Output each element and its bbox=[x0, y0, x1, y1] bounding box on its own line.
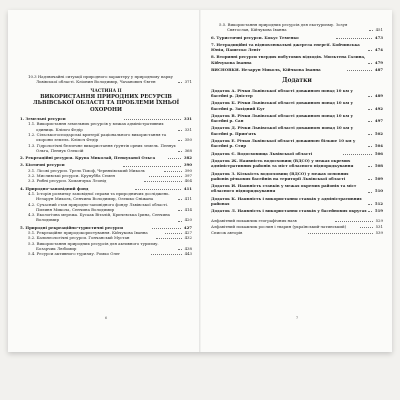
chapter-title: ВИКОРИСТАННЯ ПРИРОДНИХ РЕСУРСІВ ЛЬВІВСЬКОЇ ОБЛАСТІ ТА ПРОБЛЕМИ ЇХНЬОЇ ОХОРОНИ bbox=[32, 93, 180, 113]
toc-entry-page: 411 bbox=[184, 196, 192, 202]
toc-entry-page: 350 bbox=[184, 137, 192, 143]
toc-entry bbox=[211, 218, 383, 223]
toc-entry-page: 427 bbox=[184, 230, 193, 236]
dot-leader bbox=[165, 233, 181, 234]
dot-leader bbox=[152, 228, 180, 229]
toc-entry bbox=[20, 74, 192, 85]
toc-entry-text: Алфавітний покажчик географічних назв bbox=[211, 217, 297, 223]
toc-entry-page: 479 bbox=[374, 59, 383, 65]
toc-entry-text: Список авторів bbox=[211, 230, 243, 236]
toc-entry-text: Додаток Б. Річки Львівської області довжиною понад 10 км у басейні р. Західний Буг bbox=[211, 100, 354, 111]
toc-entry-text: 3.1. Лісові ресурси. Трель Тімоф, Черняхівський Миколь bbox=[28, 167, 145, 173]
toc-entry-page: 411 bbox=[183, 185, 192, 191]
dot-leader bbox=[368, 146, 372, 147]
toc-entry-text: 1.1. Використання земельних ресурсів у межах адміністративних одиниць. Кліпоч Федір bbox=[28, 121, 164, 132]
toc-entry-page: 404 bbox=[184, 178, 192, 184]
toc-entry-page: 539 bbox=[375, 230, 384, 236]
toc-entry-text: 4. Природно-заповідний фонд bbox=[20, 185, 89, 191]
toc-entry-page: 414 bbox=[184, 206, 192, 212]
dot-leader bbox=[135, 189, 181, 190]
toc-entry bbox=[211, 125, 383, 136]
dot-leader bbox=[335, 221, 372, 222]
toc-entry-text: 4.1. Історія розвитку заповідної справи та природничих досліджень. Незарун Миколь, Сенчина Володимир, Олешко Сніжана bbox=[28, 190, 170, 202]
toc-entry bbox=[211, 138, 383, 149]
toc-entry-page: 371 bbox=[184, 79, 192, 85]
toc-entry bbox=[211, 22, 383, 33]
toc-entry-page: 510 bbox=[374, 188, 383, 194]
toc-entry-text: 6. Туристичні ресурси. Бокус Теменко bbox=[211, 34, 299, 40]
toc-entry-text: 4.2. Сучасний стан природно-заповідного фонду Львівської області. Пилиня Микола, Сенчина Володимир bbox=[28, 201, 169, 212]
toc-entry-page: 390 bbox=[184, 167, 193, 173]
toc-entry bbox=[211, 88, 383, 99]
toc-entry-page: 504 bbox=[374, 143, 383, 149]
left-page bbox=[20, 74, 192, 257]
toc-entry bbox=[20, 143, 192, 154]
dot-leader bbox=[368, 109, 372, 110]
dot-leader bbox=[178, 82, 182, 83]
book-gutter bbox=[199, 10, 201, 352]
toc-entry-page: 368 bbox=[184, 147, 192, 153]
toc-entry-text: 7. Нетрадиційні та відновлювальні джерела енергії. Бойчивська Юнія, Пашеско Леніт bbox=[211, 41, 360, 53]
toc-entry bbox=[211, 35, 383, 40]
toc-entry-page: 529 bbox=[375, 217, 384, 223]
toc-entry bbox=[211, 208, 383, 213]
dot-leader bbox=[368, 121, 372, 122]
toc-entry-page: 473 bbox=[374, 34, 384, 40]
appendix-heading: Додатки bbox=[282, 77, 312, 85]
toc-entry-text: Додаток К. Наявність і використання ставків у адміністративних районах bbox=[211, 195, 362, 207]
toc-entry-text: Додаток Е. Річки Львівської області довжиною більше 10 км у басейні р. Стир bbox=[211, 138, 356, 149]
toc-entry-page: 506 bbox=[374, 150, 384, 156]
toc-entry bbox=[20, 241, 192, 252]
toc-entry bbox=[20, 132, 192, 143]
toc-entry-page: 489 bbox=[374, 92, 383, 98]
toc-entry-page: 438 bbox=[184, 245, 192, 251]
dot-leader bbox=[368, 96, 372, 97]
dot-leader bbox=[178, 249, 182, 250]
toc-entry bbox=[211, 100, 383, 111]
toc-entry bbox=[211, 67, 383, 72]
toc-entry-text: Алфавітний покажчик рослин і тварин (український-латинський) bbox=[211, 223, 347, 229]
index-list bbox=[211, 218, 383, 236]
toc-entry-text: 1. Земельні ресурси bbox=[20, 116, 66, 122]
toc-entry bbox=[20, 121, 192, 132]
toc-entry-text: 3.2. Мисливські ресурси. Крупубба Семен bbox=[28, 173, 115, 179]
dot-leader bbox=[368, 179, 372, 180]
toc-entry-text: 8. Вторинні ресурси твердих побутових відходів. Мильтена Галина, Кійчукова Іванна bbox=[211, 54, 366, 65]
toc-entry-text: 2. Рекреаційні ресурси. Крупа Миколай, Пеняуханої Ольга bbox=[20, 155, 156, 161]
toc-entry-text: 5.5. Використання природних ресурсів для екотуризму. Зозуя Святослав, Кійчукова Іванна bbox=[219, 22, 348, 33]
toc-entry bbox=[211, 196, 383, 207]
chapter-label: ЧАСТИНА II bbox=[90, 88, 122, 94]
toc-entry-page: 331 bbox=[184, 126, 192, 132]
toc-entry-page: 492 bbox=[374, 105, 383, 111]
left-folio: 6 bbox=[104, 315, 108, 320]
toc-entry bbox=[211, 54, 383, 65]
toc-entry-text: 5.2. Бальнеологічні ресурси. Гончанськй Мустан bbox=[28, 235, 130, 241]
right-toc-list bbox=[211, 22, 383, 72]
dot-leader bbox=[368, 166, 372, 167]
dot-leader bbox=[123, 166, 181, 167]
toc-entry bbox=[20, 178, 192, 183]
dot-leader bbox=[124, 119, 181, 120]
toc-entry bbox=[211, 171, 383, 182]
toc-entry-text: 4.3. Екологічна мережа. Бусаак Віталій, Кричевська Ірина, Сенчина Володимир bbox=[28, 212, 170, 223]
dot-leader bbox=[369, 30, 373, 31]
dot-leader bbox=[368, 211, 372, 212]
toc-entry bbox=[211, 224, 383, 229]
toc-entry-page: 487 bbox=[374, 67, 383, 73]
dot-leader bbox=[368, 63, 372, 64]
toc-entry-page: 509 bbox=[374, 175, 383, 181]
toc-entry-text: Додаток Є. Водосховища Львівської області bbox=[211, 150, 313, 156]
toc-entry-text: 10.3 Надзвичайні ситуації природного характеру у природному парку Львівської області. Кліонин Володимир, Чачанович Євген bbox=[28, 74, 173, 85]
toc-entry-text: 5.4. Ресурси активного туризму. Ромко Олег bbox=[28, 251, 121, 257]
book-spread bbox=[8, 10, 392, 352]
toc-entry-text: Додаток А. Річки Львівської області довжиною понад 10 км у басейні р. Дністер bbox=[211, 87, 353, 98]
left-toc-list bbox=[20, 116, 192, 256]
toc-entry bbox=[20, 155, 192, 160]
toc-entry-text: ВИСНОВКИ. Незарун Миколь, Кійчкова Іванна bbox=[211, 67, 321, 73]
toc-entry-page: 443 bbox=[184, 251, 193, 257]
toc-entry bbox=[211, 42, 383, 53]
toc-entry-page: 519 bbox=[374, 208, 383, 214]
toc-entry bbox=[20, 251, 192, 256]
dot-leader bbox=[168, 158, 180, 159]
toc-entry-page: 502 bbox=[374, 130, 383, 136]
toc-entry bbox=[211, 113, 383, 124]
dot-leader bbox=[144, 181, 181, 182]
dot-leader bbox=[178, 140, 182, 141]
toc-entry-page: 390 bbox=[183, 162, 193, 168]
chapter-heading bbox=[20, 89, 192, 114]
dot-leader bbox=[343, 154, 372, 155]
toc-entry-text: Додаток И. Наявність ставків у межах окремих районів та міст обласного підпорядкування bbox=[211, 183, 357, 194]
toc-entry bbox=[211, 230, 383, 235]
dot-leader bbox=[347, 70, 372, 71]
dot-leader bbox=[368, 50, 372, 51]
toc-entry-page: 420 bbox=[184, 217, 192, 223]
toc-entry-page: 382 bbox=[183, 155, 192, 161]
toc-entry-text: 1.3. Гідрологічні безпечне використання ґрунтів орних земель. Пеняух Ольга, Пеняух Олексій bbox=[28, 142, 176, 153]
toc-entry-page: 512 bbox=[374, 201, 383, 207]
dot-leader bbox=[178, 151, 182, 152]
toc-entry bbox=[211, 158, 383, 169]
toc-entry-page: 427 bbox=[183, 224, 193, 230]
toc-entry-text: Додаток Ж. Наявність водосховищ (ВДСО) у межах окремих адміністративних районів та міст обласного підпорядкування bbox=[211, 157, 354, 169]
toc-entry bbox=[211, 183, 383, 194]
toc-entry-page: 474 bbox=[374, 47, 383, 53]
dot-leader bbox=[308, 233, 373, 234]
toc-entry bbox=[211, 151, 383, 156]
toc-entry bbox=[20, 191, 192, 202]
toc-entry-page: 451 bbox=[375, 27, 383, 33]
toc-entry bbox=[20, 202, 192, 213]
toc-entry-text: 3. Біотичні ресурси bbox=[20, 162, 65, 168]
dot-leader bbox=[178, 210, 182, 211]
toc-entry-page: 497 bbox=[374, 118, 383, 124]
toc-entry-text: 3.3. Рибні ресурси. Хоманчука Леонід bbox=[28, 178, 107, 184]
toc-entry bbox=[20, 212, 192, 223]
right-folio: 7 bbox=[295, 315, 299, 320]
toc-entry-page: 531 bbox=[375, 223, 384, 229]
toc-entry-text: 1.2. Сільськогосподарські критерії раціонального використання та охорони земель. Кліпоч Федір bbox=[28, 132, 167, 143]
toc-entry-page: 508 bbox=[374, 163, 383, 169]
toc-entry-text: Додаток В. Річки Львівської області довжиною понад 10 км у басейні р. Сан bbox=[211, 112, 353, 124]
right-page bbox=[211, 22, 383, 236]
toc-entry-text: Додаток Д. Річки Львівської області довжиною понад 10 км у басейні р. Прип'ять bbox=[211, 125, 354, 136]
dot-leader bbox=[368, 204, 372, 205]
dot-leader bbox=[336, 38, 372, 39]
dot-leader bbox=[164, 171, 182, 172]
dot-leader bbox=[368, 134, 372, 135]
appendix-list bbox=[211, 88, 383, 214]
dot-leader bbox=[178, 221, 182, 222]
toc-entry-page: 397 bbox=[184, 173, 192, 179]
toc-entry-text: 5. Природні рекреаційно-туристичні ресурси bbox=[20, 224, 124, 230]
toc-entry-text: Додаток З. Кількість водосховищ (ВДСО) у межах основних районів річкових басейнів на території Львівської області bbox=[211, 170, 349, 181]
toc-entry-page: 432 bbox=[184, 235, 193, 241]
toc-entry-text: 5.1. Рекреаційне природокористування. Кійчукова Іванна bbox=[28, 230, 148, 236]
toc-entry-text: Додаток Л. Наявність і використання ставків у басейнових округах bbox=[211, 208, 367, 214]
dot-leader bbox=[151, 254, 181, 255]
toc-entry-page: 331 bbox=[183, 116, 192, 122]
dot-leader bbox=[360, 227, 373, 228]
dot-leader bbox=[178, 199, 182, 200]
toc-entry-text: 5.3. Використання природних ресурсів для активного туризму. Бозарчик Любомир bbox=[28, 240, 159, 251]
dot-leader bbox=[149, 176, 182, 177]
dot-leader bbox=[156, 238, 182, 239]
dot-leader bbox=[368, 192, 372, 193]
dot-leader bbox=[178, 130, 182, 131]
